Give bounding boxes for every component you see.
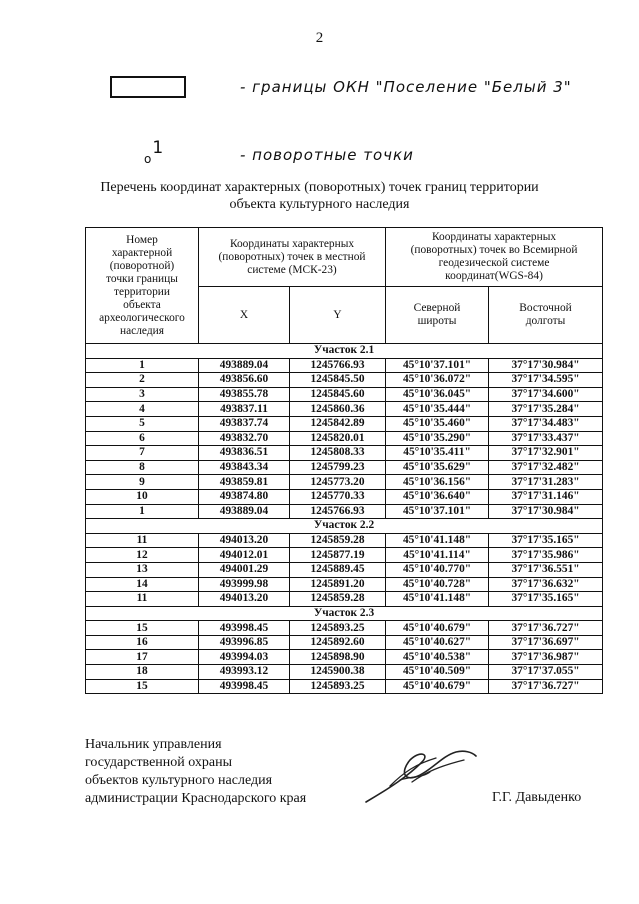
x-cell: 493994.03 — [199, 650, 290, 665]
header-local-coordinates-line: Координаты характерных — [229, 237, 355, 250]
point-number-cell: 15 — [86, 621, 199, 636]
point-number-cell: 4 — [86, 402, 199, 417]
x-cell: 493837.11 — [199, 402, 290, 417]
latitude-cell: 45°10'41.148" — [386, 533, 489, 548]
table-row — [86, 679, 603, 694]
x-cell: 493855.78 — [199, 387, 290, 402]
point-number-cell: 12 — [86, 548, 199, 563]
boundary-legend-label: - границы ОКН "Поселение "Белый 3" — [240, 78, 572, 96]
point-number-cell: 7 — [86, 446, 199, 461]
y-cell: 1245891.20 — [290, 577, 386, 592]
point-number-cell: 18 — [86, 665, 199, 680]
point-number-cell: 9 — [86, 475, 199, 490]
y-cell: 1245766.93 — [290, 358, 386, 373]
header-longitude — [489, 287, 603, 344]
position-line-3: объектов культурного наследия — [85, 773, 273, 788]
longitude-cell: 37°17'36.727" — [489, 621, 603, 636]
table-row — [86, 577, 603, 592]
y-cell: 1245845.50 — [290, 373, 386, 388]
point-number-cell: 13 — [86, 562, 199, 577]
signer-name: Г.Г. Давыденко — [492, 790, 582, 805]
y-cell: 1245900.38 — [290, 665, 386, 680]
header-wgs-coordinates-line: Координаты характерных — [431, 231, 557, 243]
y-cell: 1245860.36 — [290, 402, 386, 417]
latitude-cell: 45°10'36.156" — [386, 475, 489, 490]
latitude-cell: 45°10'40.679" — [386, 621, 489, 636]
x-cell: 493889.04 — [199, 358, 290, 373]
table-row — [86, 489, 603, 504]
header-local-coordinates — [199, 228, 386, 287]
longitude-cell: 37°17'35.986" — [489, 548, 603, 563]
latitude-cell: 45°10'35.411" — [386, 446, 489, 461]
header-latitude — [386, 287, 489, 344]
latitude-cell: 45°10'36.072" — [386, 373, 489, 388]
x-cell: 494013.20 — [199, 533, 290, 548]
x-cell: 493837.74 — [199, 416, 290, 431]
header-point-number-line: точки границы — [106, 273, 178, 285]
table-row — [86, 460, 603, 475]
x-cell: 493856.60 — [199, 373, 290, 388]
header-point-number-line: характерной — [111, 247, 173, 259]
latitude-cell: 45°10'40.538" — [386, 650, 489, 665]
header-local-coordinates-line: (поворотных) точек в местной — [218, 250, 366, 263]
longitude-cell: 37°17'35.165" — [489, 592, 603, 607]
point-number-cell: 15 — [86, 679, 199, 694]
y-cell: 1245808.33 — [290, 446, 386, 461]
section-row — [86, 519, 603, 534]
table-row — [86, 446, 603, 461]
x-cell: 493996.85 — [199, 635, 290, 650]
header-point-number — [86, 228, 199, 344]
point-number-cell: 17 — [86, 650, 199, 665]
x-cell: 493998.45 — [199, 679, 290, 694]
longitude-cell: 37°17'37.055" — [489, 665, 603, 680]
header-wgs-coordinates — [386, 228, 603, 287]
table-heading — [40, 179, 599, 213]
point-marker-number: 1 — [152, 138, 164, 158]
point-number-cell: 14 — [86, 577, 199, 592]
longitude-cell: 37°17'31.146" — [489, 489, 603, 504]
heading-line-1: Перечень координат характерных (поворотных) точек границ территории — [100, 180, 539, 195]
latitude-cell: 45°10'35.629" — [386, 460, 489, 475]
coordinates-table — [85, 227, 603, 694]
header-longitude-line: долготы — [525, 315, 566, 327]
header-wgs-coordinates-line: координат(WGS-84) — [445, 270, 543, 282]
point-number-cell: 8 — [86, 460, 199, 475]
header-point-number-line: археологического — [99, 312, 185, 324]
y-cell: 1245859.28 — [290, 592, 386, 607]
longitude-cell: 37°17'36.551" — [489, 562, 603, 577]
longitude-cell: 37°17'36.727" — [489, 679, 603, 694]
header-point-number-line: (поворотной) — [109, 260, 175, 272]
longitude-cell: 37°17'32.901" — [489, 446, 603, 461]
position-line-1: Начальник управления — [85, 737, 222, 752]
point-number-cell: 1 — [86, 358, 199, 373]
y-cell: 1245799.23 — [290, 460, 386, 475]
table-row — [86, 475, 603, 490]
latitude-cell: 45°10'37.101" — [386, 358, 489, 373]
point-number-cell: 16 — [86, 635, 199, 650]
latitude-cell: 45°10'35.460" — [386, 416, 489, 431]
latitude-cell: 45°10'40.770" — [386, 562, 489, 577]
longitude-cell: 37°17'35.284" — [489, 402, 603, 417]
y-cell: 1245892.60 — [290, 635, 386, 650]
y-cell: 1245893.25 — [290, 621, 386, 636]
longitude-cell: 37°17'34.600" — [489, 387, 603, 402]
y-cell: 1245770.33 — [290, 489, 386, 504]
latitude-cell: 45°10'35.290" — [386, 431, 489, 446]
longitude-cell: 37°17'34.595" — [489, 373, 603, 388]
table-row — [86, 621, 603, 636]
table-row — [86, 650, 603, 665]
x-cell: 493836.51 — [199, 446, 290, 461]
point-number-cell: 11 — [86, 533, 199, 548]
section-row — [86, 606, 603, 621]
table-row — [86, 373, 603, 388]
header-x: X — [199, 287, 290, 344]
longitude-cell: 37°17'30.984" — [489, 504, 603, 519]
longitude-cell: 37°17'36.987" — [489, 650, 603, 665]
page-number: 2 — [315, 30, 324, 46]
header-wgs-coordinates-line: геодезической системе — [438, 257, 550, 269]
section-title: Участок 2.3 — [86, 606, 603, 621]
x-cell: 493998.45 — [199, 621, 290, 636]
point-number-cell: 6 — [86, 431, 199, 446]
longitude-cell: 37°17'32.482" — [489, 460, 603, 475]
point-number-cell: 1 — [86, 504, 199, 519]
y-cell: 1245877.19 — [290, 548, 386, 563]
signature-block — [85, 736, 306, 808]
latitude-cell: 45°10'36.045" — [386, 387, 489, 402]
table-row — [86, 416, 603, 431]
table-row — [86, 548, 603, 563]
latitude-cell: 45°10'41.148" — [386, 592, 489, 607]
point-number-cell: 10 — [86, 489, 199, 504]
x-cell: 493832.70 — [199, 431, 290, 446]
y-cell: 1245859.28 — [290, 533, 386, 548]
table-row — [86, 402, 603, 417]
table-row — [86, 665, 603, 680]
header-point-number-line: Номер — [126, 234, 158, 246]
header-local-coordinates-line: системе (МСК-23) — [247, 263, 337, 276]
latitude-cell: 45°10'35.444" — [386, 402, 489, 417]
table-row — [86, 592, 603, 607]
table-row — [86, 504, 603, 519]
y-cell: 1245893.25 — [290, 679, 386, 694]
position-line-2: государственной охраны — [85, 755, 233, 770]
table-row — [86, 562, 603, 577]
turning-point-legend-label: - поворотные точки — [240, 146, 414, 164]
latitude-cell: 45°10'36.640" — [386, 489, 489, 504]
table-row — [86, 387, 603, 402]
x-cell: 493993.12 — [199, 665, 290, 680]
y-cell: 1245845.60 — [290, 387, 386, 402]
table-row — [86, 431, 603, 446]
header-latitude-line: Северной — [413, 302, 461, 314]
table-row — [86, 358, 603, 373]
table-body — [86, 344, 603, 694]
table-row — [86, 635, 603, 650]
latitude-cell: 45°10'41.114" — [386, 548, 489, 563]
y-cell: 1245898.90 — [290, 650, 386, 665]
section-title: Участок 2.1 — [86, 344, 603, 359]
y-cell: 1245766.93 — [290, 504, 386, 519]
x-cell: 493889.04 — [199, 504, 290, 519]
x-cell: 493843.34 — [199, 460, 290, 475]
point-number-cell: 3 — [86, 387, 199, 402]
handwritten-signature — [360, 742, 480, 806]
x-cell: 493859.81 — [199, 475, 290, 490]
table-header — [86, 228, 603, 344]
point-dot-icon: o — [144, 152, 152, 166]
y-cell: 1245820.01 — [290, 431, 386, 446]
latitude-cell: 45°10'40.509" — [386, 665, 489, 680]
y-cell: 1245842.89 — [290, 416, 386, 431]
longitude-cell: 37°17'36.697" — [489, 635, 603, 650]
x-cell: 493999.98 — [199, 577, 290, 592]
latitude-cell: 45°10'40.728" — [386, 577, 489, 592]
latitude-cell: 45°10'37.101" — [386, 504, 489, 519]
turning-point-legend-marker — [144, 138, 163, 166]
x-cell: 494012.01 — [199, 548, 290, 563]
latitude-cell: 45°10'40.627" — [386, 635, 489, 650]
point-number-cell: 5 — [86, 416, 199, 431]
point-number-cell: 11 — [86, 592, 199, 607]
header-longitude-line: Восточной — [519, 302, 572, 314]
longitude-cell: 37°17'35.165" — [489, 533, 603, 548]
section-row — [86, 344, 603, 359]
latitude-cell: 45°10'40.679" — [386, 679, 489, 694]
heading-line-2: объекта культурного наследия — [229, 197, 410, 212]
header-point-number-line: территории — [114, 286, 170, 298]
boundary-legend-swatch — [110, 76, 186, 98]
section-title: Участок 2.2 — [86, 519, 603, 534]
position-line-4: администрации Краснодарского края — [85, 791, 307, 806]
header-point-number-line: объекта — [123, 299, 161, 311]
longitude-cell: 37°17'33.437" — [489, 431, 603, 446]
x-cell: 494001.29 — [199, 562, 290, 577]
point-number-cell: 2 — [86, 373, 199, 388]
x-cell: 494013.20 — [199, 592, 290, 607]
header-latitude-line: широты — [417, 315, 457, 327]
longitude-cell: 37°17'36.632" — [489, 577, 603, 592]
header-point-number-line: наследия — [120, 325, 164, 337]
y-cell: 1245773.20 — [290, 475, 386, 490]
header-wgs-coordinates-line: (поворотных) точек во Всемирной — [410, 244, 578, 256]
table-row — [86, 533, 603, 548]
header-y: Y — [290, 287, 386, 344]
x-cell: 493874.80 — [199, 489, 290, 504]
longitude-cell: 37°17'31.283" — [489, 475, 603, 490]
longitude-cell: 37°17'30.984" — [489, 358, 603, 373]
longitude-cell: 37°17'34.483" — [489, 416, 603, 431]
y-cell: 1245889.45 — [290, 562, 386, 577]
